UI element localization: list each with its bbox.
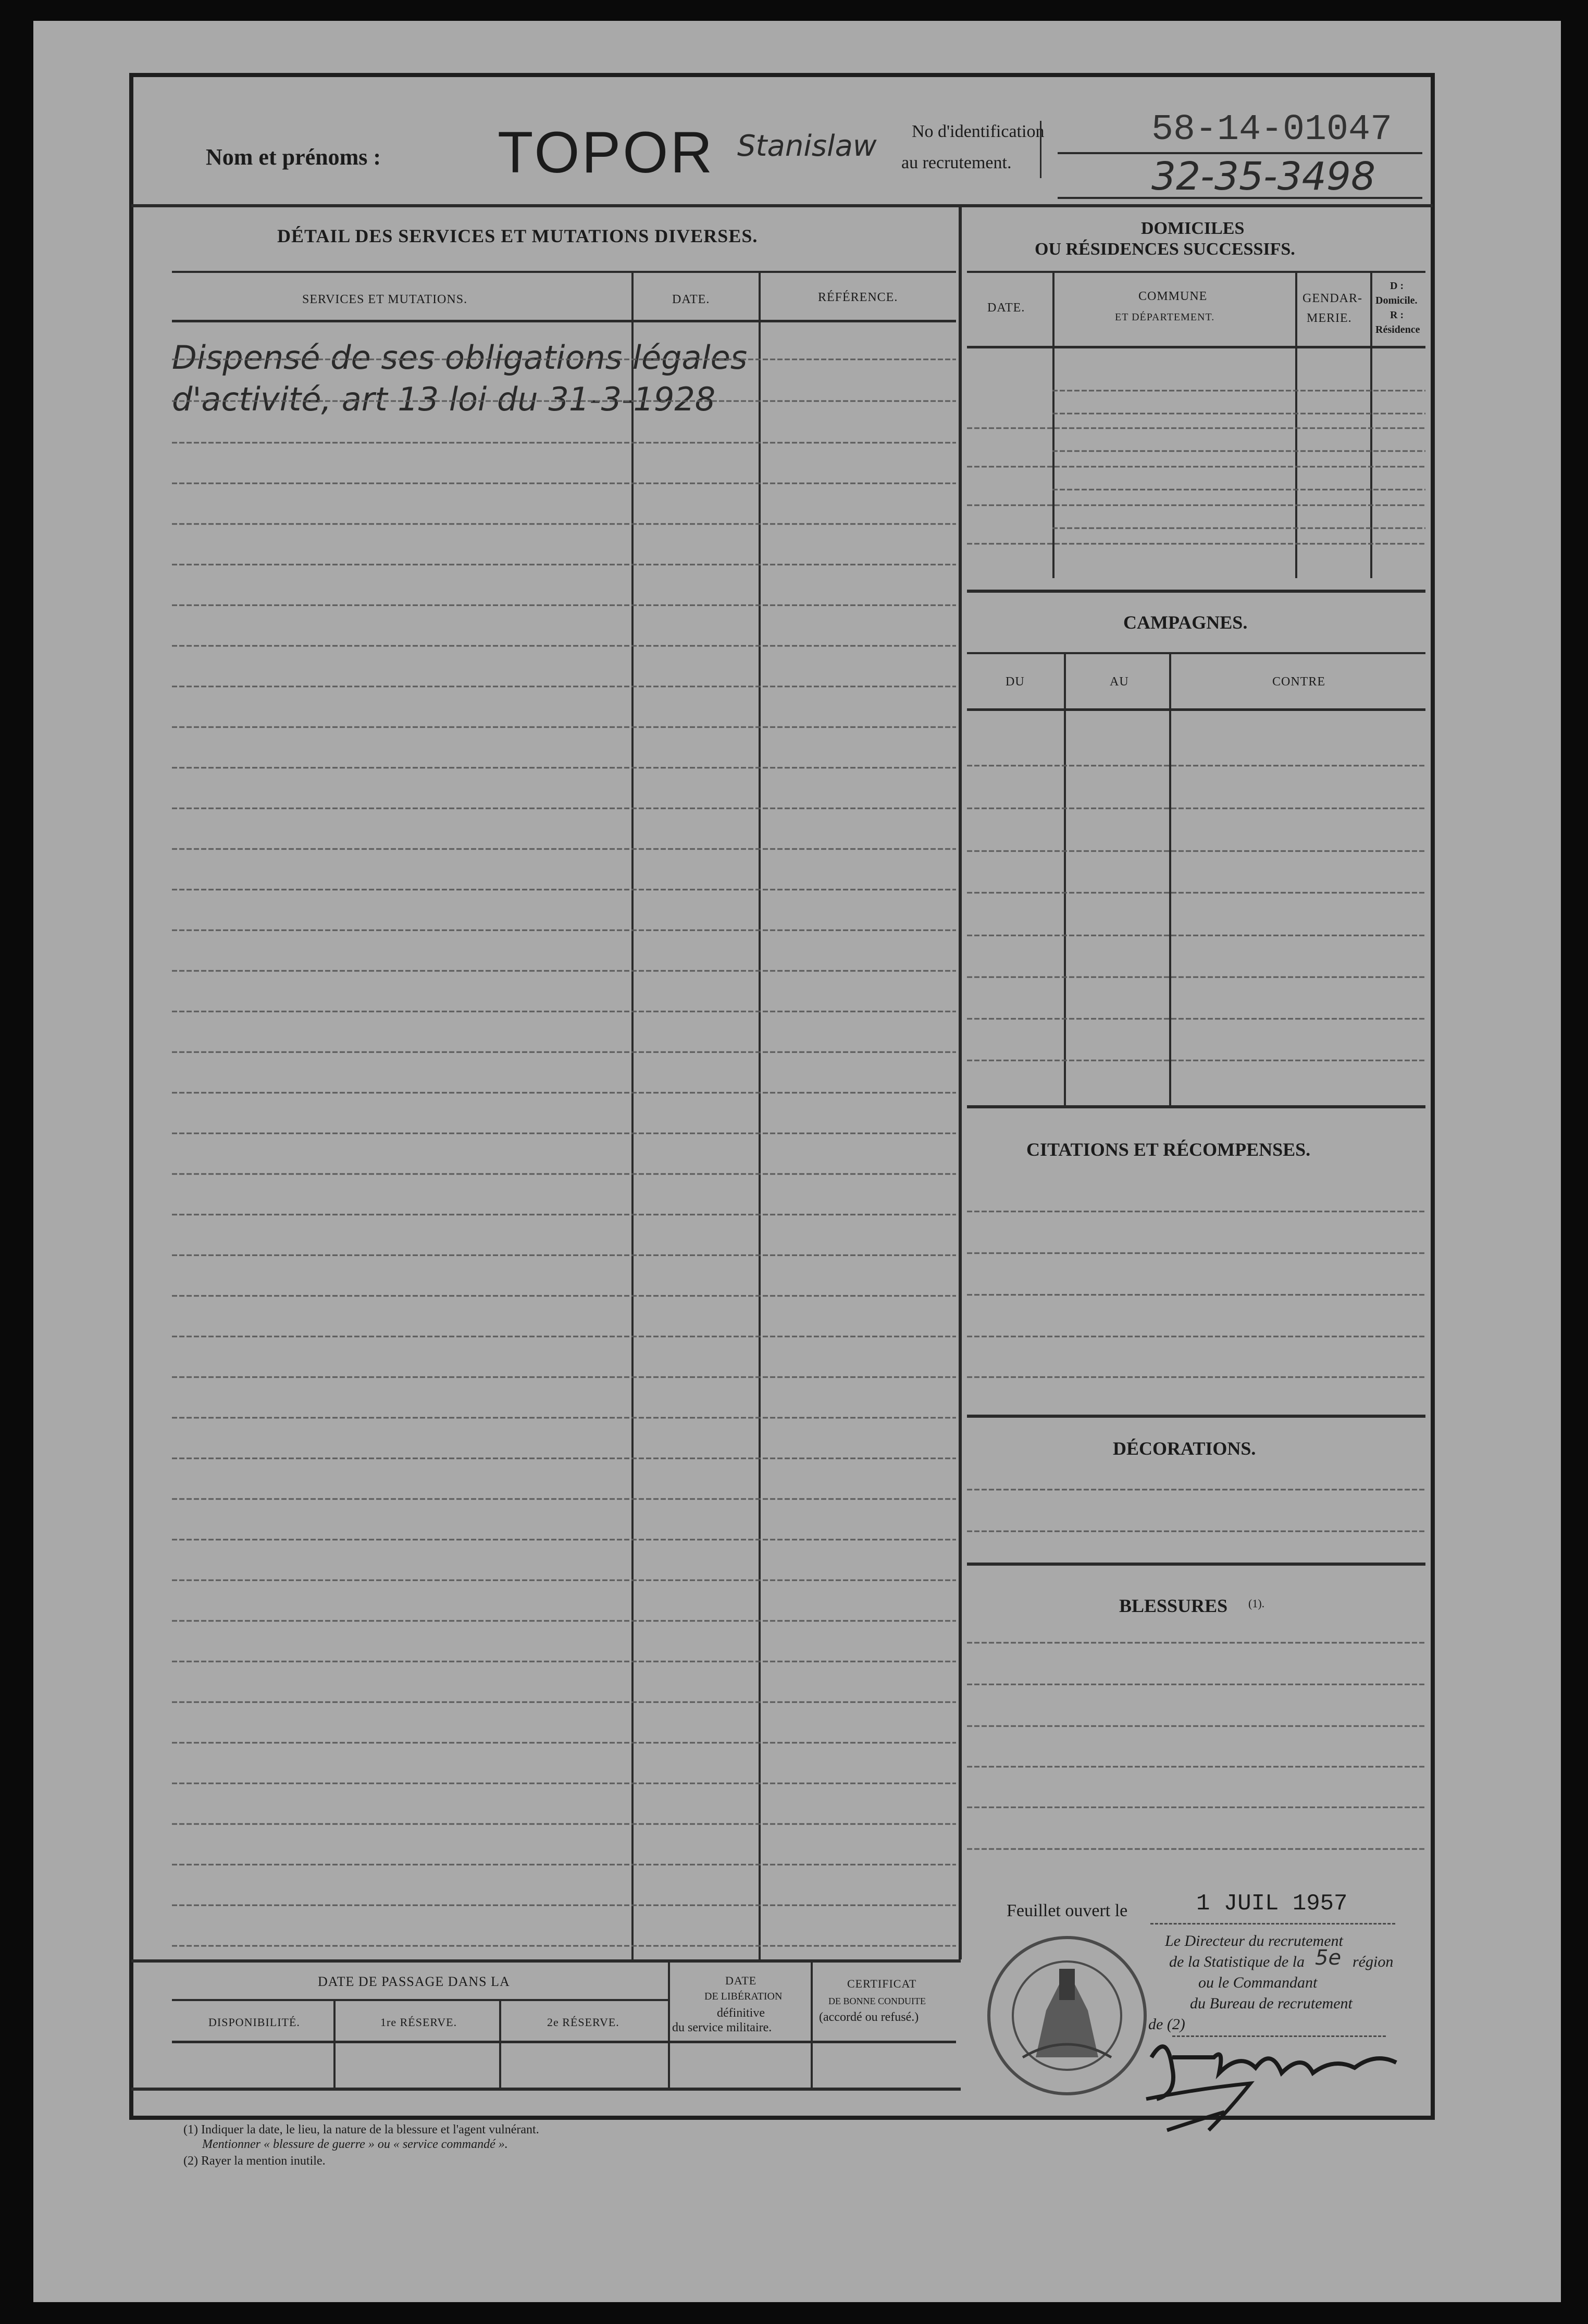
citations-bottom-rule bbox=[967, 1415, 1425, 1418]
bottom-divider-2 bbox=[499, 1999, 501, 2088]
id-number-1: 58-14-01047 bbox=[1151, 109, 1393, 151]
bottom-table-bottom-rule bbox=[131, 2088, 961, 2091]
dom-col-dr-3: R : bbox=[1390, 309, 1404, 321]
services-title: DÉTAIL DES SERVICES ET MUTATIONS DIVERSES. bbox=[277, 226, 758, 246]
dom-col-date: DATE. bbox=[987, 301, 1025, 315]
camp-col-au: AU bbox=[1110, 675, 1129, 689]
id-label-line2: au recrutement. bbox=[901, 153, 1012, 172]
cert-line2: DE BONNE CONDUITE bbox=[828, 1996, 926, 2006]
bottom-table-top-rule bbox=[131, 1959, 961, 1963]
domiciles-title-rule bbox=[967, 271, 1425, 273]
dom-col-dr-1: D : bbox=[1390, 280, 1404, 292]
director-line1: Le Directeur du recrutement bbox=[1165, 1932, 1343, 1950]
campagnes-title-rule bbox=[967, 652, 1425, 654]
domiciles-bottom-rule bbox=[967, 590, 1425, 593]
dom-col-dr-4: Résidence bbox=[1375, 324, 1420, 335]
domiciles-header-rule bbox=[967, 346, 1425, 348]
citations-ruled-lines bbox=[967, 1172, 1426, 1422]
lib-line2: DE LIBÉRATION bbox=[704, 1991, 783, 2002]
campagnes-ruled-lines bbox=[967, 711, 1426, 1107]
bottom-divider-4 bbox=[811, 1959, 813, 2088]
director-line2a: de la Statistique de la bbox=[1169, 1953, 1305, 1970]
campagnes-header-rule bbox=[967, 708, 1425, 711]
main-vertical-divider bbox=[959, 204, 962, 1959]
decorations-ruled-lines bbox=[967, 1474, 1426, 1568]
region-number: 5e bbox=[1315, 1946, 1342, 1970]
domiciles-title-line2: OU RÉSIDENCES SUCCESSIFS. bbox=[1035, 240, 1295, 259]
decorations-bottom-rule bbox=[967, 1563, 1425, 1566]
services-header-rule bbox=[172, 320, 956, 322]
footnote-1-line1: (1) Indiquer la date, le lieu, la nature de la blessure et l'agent vulnérant. bbox=[183, 2123, 539, 2136]
blessures-note-mark: (1). bbox=[1248, 1597, 1265, 1610]
recruitment-stamp bbox=[973, 1927, 1161, 2104]
director-line3: ou le Commandant bbox=[1198, 1974, 1318, 1991]
passage-title: DATE DE PASSAGE DANS LA bbox=[318, 1974, 510, 1989]
citations-title: CITATIONS ET RÉCOMPENSES. bbox=[1026, 1139, 1311, 1160]
campagnes-bottom-rule bbox=[967, 1105, 1425, 1108]
services-title-rule bbox=[172, 271, 956, 273]
feuillet-opened-label: Feuillet ouvert le bbox=[1007, 1901, 1128, 1920]
col-reference-header: RÉFÉRENCE. bbox=[818, 291, 898, 304]
blessures-ruled-lines bbox=[967, 1620, 1426, 1880]
given-name: Stanislaw bbox=[737, 129, 877, 163]
name-label: Nom et prénoms : bbox=[206, 144, 381, 170]
director-line2b: région bbox=[1353, 1953, 1394, 1970]
cert-line3: (accordé ou refusé.) bbox=[819, 2010, 919, 2024]
bottom-table-header-rule bbox=[172, 2041, 956, 2043]
bottom-divider-3 bbox=[668, 1959, 670, 2088]
col-date-header: DATE. bbox=[672, 293, 710, 306]
service-entry-line2: d'activité, art 13 loi du 31-3-1928 bbox=[172, 380, 716, 418]
surname: TOPOR bbox=[498, 120, 715, 185]
passage-title-rule bbox=[172, 1999, 668, 2001]
director-line4: du Bureau de recrutement bbox=[1190, 1995, 1353, 2012]
dom-col-commune-1: COMMUNE bbox=[1138, 290, 1208, 303]
dom-col-gendarmerie-2: MERIE. bbox=[1307, 311, 1352, 325]
col-2e-reserve: 2e RÉSERVE. bbox=[547, 2016, 619, 2029]
id-brace bbox=[1040, 121, 1041, 178]
col-1re-reserve: 1re RÉSERVE. bbox=[380, 2016, 457, 2029]
camp-col-du: DU bbox=[1006, 675, 1025, 689]
director-line5: de (2) bbox=[1148, 2016, 1185, 2033]
feuillet-date-line bbox=[1150, 1923, 1395, 1925]
footnote-1-line2: Mentionner « blessure de guerre » ou « service commandé ». bbox=[202, 2138, 508, 2151]
camp-col-contre: CONTRE bbox=[1272, 675, 1325, 689]
director-signature bbox=[1136, 2021, 1417, 2146]
bottom-divider-1 bbox=[333, 1999, 336, 2088]
feuillet-opened-date: 1 JUIL 1957 bbox=[1196, 1891, 1348, 1917]
dom-col-commune-2: ET DÉPARTEMENT. bbox=[1115, 311, 1215, 323]
service-entry-line1: Dispensé de ses obligations légales bbox=[172, 339, 748, 377]
decorations-title: DÉCORATIONS. bbox=[1113, 1438, 1256, 1459]
col-services-header: SERVICES ET MUTATIONS. bbox=[302, 293, 468, 306]
id-label-line1: No d'identification bbox=[912, 122, 1045, 141]
lib-line1: DATE bbox=[725, 1974, 757, 1987]
domiciles-ruled-lines bbox=[967, 349, 1426, 578]
col-disponibilite: DISPONIBILITÉ. bbox=[208, 2016, 300, 2029]
header-divider bbox=[131, 204, 1433, 207]
id-line-2 bbox=[1058, 197, 1422, 199]
footnote-2: (2) Rayer la mention inutile. bbox=[183, 2154, 326, 2168]
id-number-2: 32-35-3498 bbox=[1151, 154, 1376, 199]
services-ruled-lines bbox=[172, 323, 959, 1958]
dom-col-dr-2: Domicile. bbox=[1375, 295, 1418, 306]
dom-col-gendarmerie-1: GENDAR- bbox=[1302, 292, 1362, 305]
lib-line3: définitive bbox=[717, 2006, 765, 2020]
campagnes-title: CAMPAGNES. bbox=[1123, 612, 1248, 633]
domiciles-title-line1: DOMICILES bbox=[1141, 219, 1245, 238]
cert-line1: CERTIFICAT bbox=[847, 1977, 917, 1990]
blessures-title: BLESSURES bbox=[1119, 1595, 1228, 1616]
lib-line4: du service militaire. bbox=[672, 2021, 772, 2034]
